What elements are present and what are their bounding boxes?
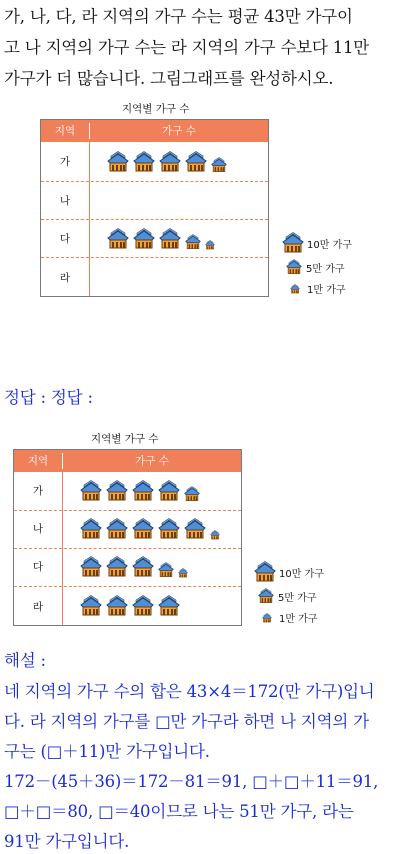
house-large-icon bbox=[254, 561, 276, 583]
house-large-icon bbox=[159, 151, 181, 173]
region-label: 라 bbox=[32, 601, 44, 613]
house-large-icon bbox=[184, 518, 206, 540]
house-large-icon bbox=[106, 518, 128, 540]
house-medium-icon bbox=[211, 157, 227, 173]
region-label: 다 bbox=[32, 561, 44, 573]
house-large-icon bbox=[80, 480, 102, 502]
house-large-icon bbox=[158, 595, 180, 617]
house-medium-icon bbox=[184, 486, 200, 502]
region-label: 나 bbox=[32, 523, 44, 535]
house-medium-icon bbox=[258, 588, 274, 604]
chart-header bbox=[14, 450, 241, 472]
house-large-icon bbox=[80, 556, 102, 578]
chart-legend bbox=[282, 232, 392, 298]
legend-label: 10만 가구 bbox=[307, 239, 352, 251]
house-large-icon bbox=[282, 232, 304, 254]
explanation-line: □＋□＝80, □＝40이므로 나는 51만 가구, 라는 bbox=[4, 802, 354, 821]
house-large-icon bbox=[132, 480, 154, 502]
house-large-icon bbox=[282, 232, 304, 254]
header-households: 가구 수 bbox=[135, 455, 169, 467]
legend-label: 5만 가구 bbox=[306, 263, 345, 275]
chart-title: 지역별 가구 수 bbox=[91, 433, 159, 445]
explanation-line: 다. 라 지역의 가구를 □만 가구라 하면 나 지역의 가 bbox=[4, 712, 369, 731]
house-small-icon bbox=[210, 530, 220, 540]
explanation-line: 91만 가구입니다. bbox=[4, 832, 130, 851]
chart-title: 지역별 가구 수 bbox=[122, 103, 190, 115]
explanation-line: 172－(45＋36)＝172－81＝91, □＋□＋11＝91, bbox=[4, 772, 379, 791]
region-label: 다 bbox=[59, 233, 71, 245]
question-line: 가구가 더 많습니다. 그림그래프를 완성하시오. bbox=[4, 69, 334, 88]
header-households: 가구 수 bbox=[162, 125, 196, 137]
house-large-icon bbox=[106, 480, 128, 502]
house-large-icon bbox=[132, 518, 154, 540]
legend-label: 1만 가구 bbox=[279, 614, 318, 625]
house-small-icon bbox=[290, 284, 300, 294]
answer-label: 정답 : 정답 : bbox=[4, 388, 93, 407]
header-region: 지역 bbox=[27, 455, 49, 467]
house-medium-icon bbox=[158, 562, 174, 578]
chart-header bbox=[41, 120, 268, 142]
house-large-icon bbox=[106, 556, 128, 578]
region-label: 나 bbox=[59, 195, 71, 207]
house-medium-icon bbox=[185, 234, 201, 250]
chart-legend bbox=[254, 561, 374, 627]
pictograph-question bbox=[40, 119, 269, 297]
region-label: 라 bbox=[59, 272, 71, 284]
legend-label: 10만 가구 bbox=[279, 568, 324, 580]
house-small-icon bbox=[262, 613, 272, 623]
house-small-icon bbox=[262, 613, 272, 623]
header-region: 지역 bbox=[54, 125, 76, 137]
explanation-line: 구는 (□＋11)만 가구입니다. bbox=[4, 742, 210, 761]
house-large-icon bbox=[132, 595, 154, 617]
house-large-icon bbox=[80, 595, 102, 617]
house-large-icon bbox=[254, 561, 276, 583]
house-small-icon bbox=[178, 568, 188, 578]
house-large-icon bbox=[107, 151, 129, 173]
house-large-icon bbox=[106, 595, 128, 617]
house-large-icon bbox=[158, 518, 180, 540]
house-large-icon bbox=[133, 228, 155, 250]
region-label: 가 bbox=[59, 156, 71, 168]
pictograph-answer bbox=[13, 449, 242, 626]
legend-label: 5만 가구 bbox=[278, 592, 317, 604]
house-large-icon bbox=[107, 228, 129, 250]
house-medium-icon bbox=[258, 588, 274, 604]
region-label: 가 bbox=[32, 485, 44, 497]
question-line: 고 나 지역의 가구 수는 라 지역의 가구 수보다 11만 bbox=[4, 38, 370, 57]
explanation-label: 해설 : bbox=[4, 651, 46, 670]
house-small-icon bbox=[205, 240, 215, 250]
house-large-icon bbox=[158, 480, 180, 502]
house-small-icon bbox=[290, 284, 300, 294]
house-large-icon bbox=[159, 228, 181, 250]
house-medium-icon bbox=[286, 259, 302, 275]
question-line: 가, 나, 다, 라 지역의 가구 수는 평균 43만 가구이 bbox=[4, 7, 353, 26]
house-large-icon bbox=[132, 556, 154, 578]
house-large-icon bbox=[133, 151, 155, 173]
house-large-icon bbox=[80, 518, 102, 540]
explanation-line: 네 지역의 가구 수의 합은 43×4＝172(만 가구)입니 bbox=[4, 682, 375, 701]
house-medium-icon bbox=[286, 259, 302, 275]
legend-label: 1만 가구 bbox=[307, 285, 346, 296]
house-large-icon bbox=[185, 151, 207, 173]
